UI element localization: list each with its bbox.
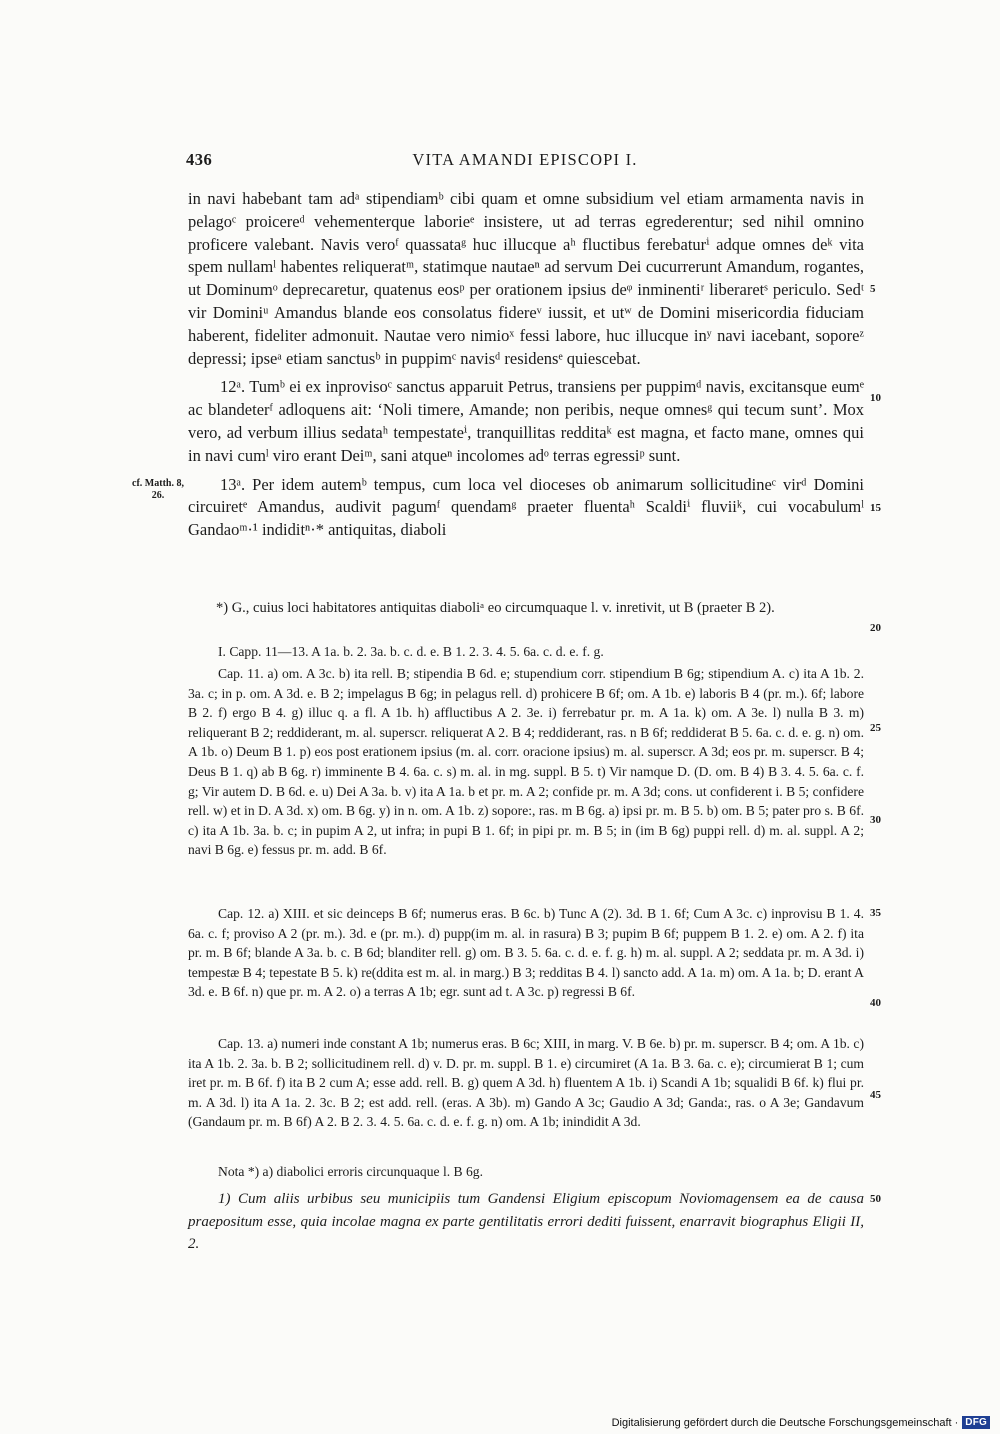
line-number: 20 xyxy=(870,622,881,634)
line-number: 30 xyxy=(870,814,881,826)
apparatus-nota xyxy=(188,1162,864,1182)
main-paragraph: in navi habebant tam adᵃ stipendiamᵇ cibi quam et omne subsidium vel etiam armamenta navis in pelagoᶜ proicereᵈ vehementerque laborieᵉ insistere, ut ad terras egrederentur; sed nihil omnino proficere valebant. Navis veroᶠ quassataᵍ huc illucque aʰ fluctibus ferebaturⁱ adque omnes deᵏ vita spem nullamˡ habentes reliqueratᵐ, statimque nautaeⁿ ad servum Dei cucurrerunt Amandum, rogantes, ut Dominumᵒ deprecaretur, quatenus eosᵖ per orationem ipsius deᵠ inminentiʳ liberaretˢ periculo. Sedᵗ vir Dominiᵘ Amandus blande eos consolatus fidereᵛ iussit, et utʷ de Domini misericordia fiduciam haberent, fideliter admonuit. Nautae vero nimioˣ fessi labore, huc illucque inʸ navi iacebant, soporeᶻ depressi; ipseᵃ etiam sanctusᵇ in puppimᶜ navisᵈ residensᵉ quiescebat. xyxy=(188,189,864,368)
line-number: 10 xyxy=(870,392,881,404)
chapter-13-paragraph: 13ᵃ. Per idem autemᵇ tempus, cum loca vel dioceses ob animarum sollicitudineᶜ virᵈ Domini circuiretᵉ Amandus, audivit pagumᶠ quendamᵍ praeter fluentaʰ Scaldiⁱ fluviiᵏ, cui vocabulumˡ Gandaoᵐ·¹ indiditⁿ·* antiquitas, diaboli xyxy=(188,474,864,540)
page-number: 436 xyxy=(186,150,213,169)
apparatus-cap-12 xyxy=(188,904,864,1002)
main-text xyxy=(188,188,864,542)
margin-reference: cf. Matth. 8, 26. xyxy=(132,478,184,501)
line-number: 25 xyxy=(870,722,881,734)
dfg-logo: DFG xyxy=(962,1416,990,1429)
apparatus-cap-11-text: Cap. 11. a) om. A 3c. b) ita rell. B; stipendia B 6d. e; stupendium corr. stipendium B 6g; stipendium A. c) ita A 1b. 2. 3a. c; in p. om. A 3d. e. B 2; impelagus B 6g; in pelagus rell. d) prohicere B 6f; om. A 1b. e) laboris B 4 (pr. m.). 6f; labore B 2. f) ergo B 4. g) illuc q. a fl. A 1b. h) affluctibus A 2. 3e. i) ferrebatur pr. m. A 1a. k) om. A 3e. l) nulla B 3. m) reliquerant B 2; reddiderant, m. al. superscr. reliquerat A 2. B 4; reddiderant, ras. n B 6f; reddiderat B 5. 6a. c. d. e. g. n) om. A 1b. o) Deum B 1. p) eos post erationem ipsius (m. al. corr. oracione ipsius) m. al. superscr. A 3d; eos pr. m. superscr. B 4; Deus B 1. q) ab B 6g. r) imminente B 4. 6a. c. s) m. al. in mg. suppl. B 5. t) Vir namque D. (D. om. B 4) B 3. 4. 5. 6a. c. f. g; Vir autem D. B 6d. e. u) Dei A 3a. b. v) ita A 1a. b et pr. m. A 2; confide pr. m. A 3d; cons. ut confiderent i. B 5; confidere rell. w) et in D. A 3d. x) om. B 6g. y) in n. om. A 1b. z) sopore:, ras. m B 6g. a) ipsi pr. m. B 5. b) om. B 5; pater pro s. B 6f. c) ita A 1b. 3a. b. c; in pupim A 2, ut infra; in pupi B 1. 6f; in pipi pr. m. B 5; in (im B 6g) puppi rell. d) m. al. suppl. A 2; navi B 6g. e) fessus pr. m. add. B 6f. xyxy=(188,666,864,858)
apparatus-nota-text: Nota *) a) diabolici erroris circunquaque l. B 6g. xyxy=(218,1164,483,1179)
line-number: 45 xyxy=(870,1089,881,1101)
chapter-12-paragraph: 12ᵃ. Tumᵇ ei ex inprovisoᶜ sanctus apparuit Petrus, transiens per puppimᵈ navis, excitansque eumᵉ ac blandeterᶠ adloquens ait: ‘Noli timere, Amande; non peribis, neque omnesᵍ qui tecum sunt’. Mox vero, ad verbum illius sedataʰ tempestateⁱ, tranquillitas redditaᵏ est magna, et facto mane, omnes qui in navi cumˡ viro erant Deiᵐ, sani atqueⁿ incolomes adᵒ terras egressiᵖ sunt. xyxy=(188,377,864,465)
asterisk-note: *) G., cuius loci habitatores antiquitas diaboliᵃ eo circumquaque l. v. inretivit, ut B (praeter B 2). xyxy=(216,600,775,616)
line-number: 15 xyxy=(870,502,881,514)
apparatus-cap-13-text: Cap. 13. a) numeri inde constant A 1b; numerus eras. B 6c; XIII, in marg. V. B 6e. b) pr. m. superscr. B 4; om. A 1b. c) ita A 1b. 2. 3a. b. B 2; sollicitudinem rell. d) v. D. pr. m. suppl. B 1. e) circumiret (A 1a. B 3. 6a. c. e); circumierat B 1; cum iret pr. m. B 6f. f) ita B 2 cum A; esse add. rell. B. g) quem A 3d. h) fluentem A 1b. i) Scandi A 1b; squalidi B 6f. k) flui pr. m. A 3d. l) ita A 1a. 2. 3c. B 2; est add. rell. (eras. A 3b). m) Gando A 3c; Gaudio A 3d; Ganda:, ras. o A 3e; Gandavum (Gandaum pr. m. B 6f) A 2. B 2. 3. 4. 5. 6a. c. d. e. f. g. n) om. A 1b; inindidit A 3d. xyxy=(188,1036,864,1130)
apparatus-cap-13 xyxy=(188,1034,864,1132)
line-number: 35 xyxy=(870,907,881,919)
apparatus-capp xyxy=(188,642,864,662)
line-number: 50 xyxy=(870,1193,881,1205)
credit-text: Digitalisierung gefördert durch die Deutsche Forschungsgemeinschaft · xyxy=(611,1416,959,1429)
digitization-credit xyxy=(612,1416,990,1429)
apparatus-cap-11 xyxy=(188,664,864,860)
footnote xyxy=(188,1188,864,1256)
line-number: 40 xyxy=(870,997,881,1009)
apparatus-capp-text: I. Capp. 11—13. A 1a. b. 2. 3a. b. c. d. e. B 1. 2. 3. 4. 5. 6a. c. d. e. f. g. xyxy=(218,644,604,659)
apparatus-cap-12-text: Cap. 12. a) XIII. et sic deinceps B 6f; numerus eras. B 6c. b) Tunc A (2). 3d. B 1. 6f; Cum A 3c. c) inprovisu B 1. 4. 6a. c. f; proviso A 2 (pr. m.). 3d. e (pr. m.). d) pupp(im m. al. in rasura) B 3; pupim B 6f; puppem B 1. 2. e) om. A 2. f) ita pr. m. B 6f; blande A 3a. b. c. B 6d; blanditer rell. g) om. B 3. 5. 6a. c. d. e. f. g. h) m. al. suppl. A 2; seddata pr. m. A 3d. i) tempestæ B 4; tepestate B 5. k) re(ddita est m. al. in marg.) B 3; redditas B 4. l) sancto add. A 1a. m) om. A 1a. b; D. erant A 3d. e. B 6f. n) que pr. m. A 2. o) a terras A 1b; egr. sunt ad t. A 3c. p) regressi B 6f. xyxy=(188,906,864,1000)
line-number: 5 xyxy=(870,283,876,295)
page-title: VITA AMANDI EPISCOPI I. xyxy=(412,150,638,169)
footnote-text: 1) Cum aliis urbibus seu municipiis tum Gandensi Eligium episcopum Noviomagensem ea de causa praepositum esse, quia incolae magna ex parte gentilitatis errori dediti fuissent, enarravit biographus Eligii II, 2. xyxy=(188,1191,864,1253)
